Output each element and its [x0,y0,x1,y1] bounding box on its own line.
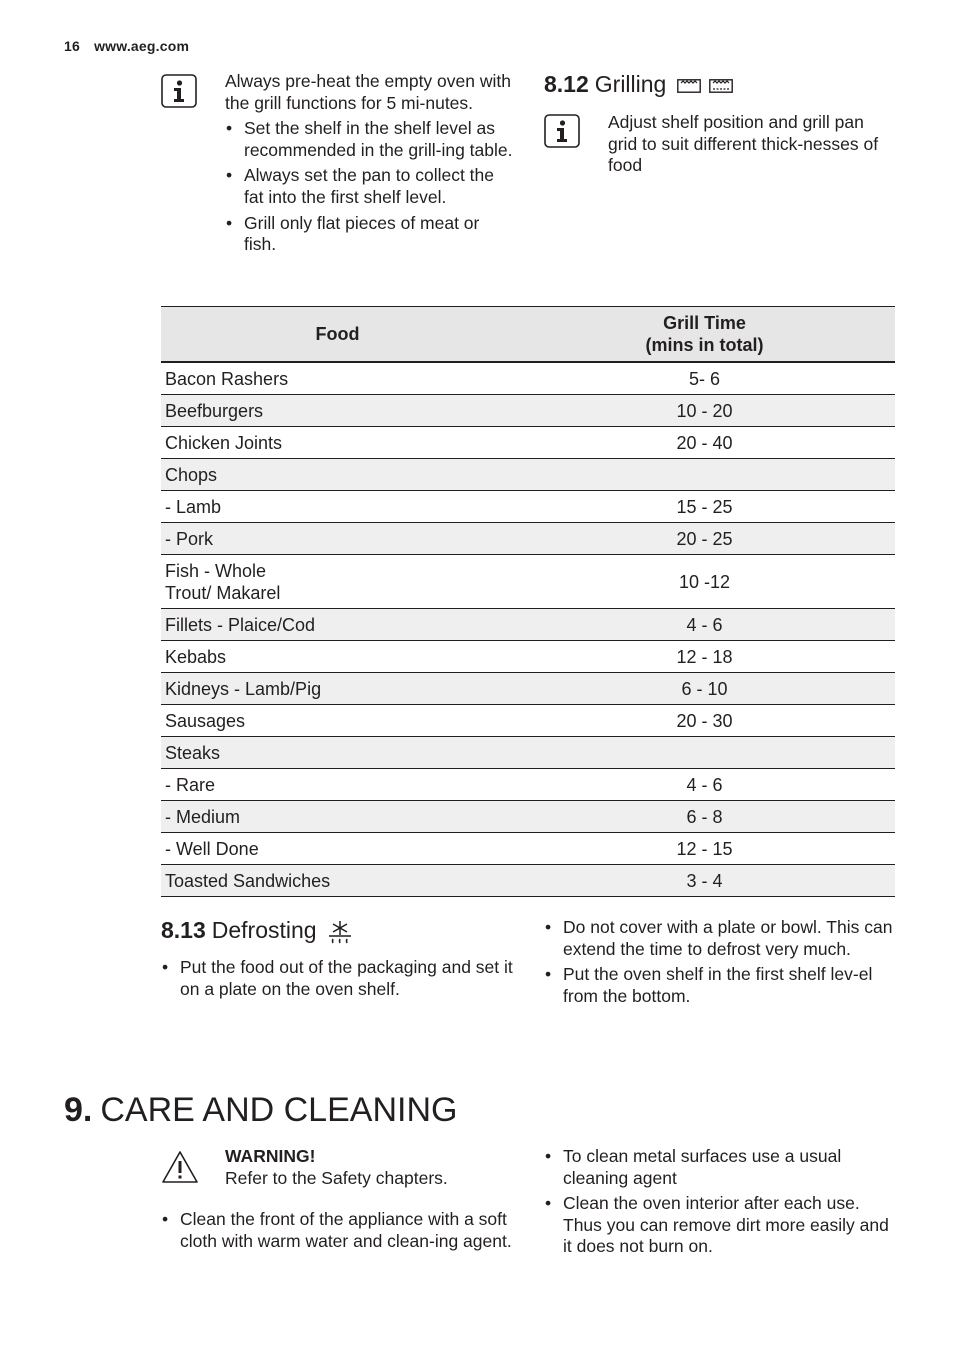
food-cell: Sausages [161,705,514,737]
time-cell: 20 - 25 [514,523,895,555]
grilling-table [161,306,895,897]
time-cell [514,737,895,769]
table-row [161,801,895,833]
care-left [161,1209,516,1256]
warning-triangle-icon [161,1150,199,1189]
grilling-heading [544,70,733,98]
column-header-food: Food [161,307,514,363]
time-cell: 6 - 10 [514,673,895,705]
food-line: Trout/ Makarel [165,582,281,603]
chapter-heading [64,1088,457,1132]
preheat-bullets [225,118,515,256]
food-line: Fish - Whole [165,560,267,581]
table-row [161,427,895,459]
food-cell: - Lamb [161,491,514,523]
chapter-number: 9. [64,1091,93,1129]
warning-title: WARNING! [225,1146,316,1166]
table-row [161,555,895,609]
section-title: Grilling [594,71,667,97]
table-row [161,673,895,705]
column-header-line: (mins in total) [645,335,764,355]
defrosting-right-bullets [544,917,899,1007]
food-cell: - Medium [161,801,514,833]
table-row [161,705,895,737]
section-number: 8.12 [544,71,589,97]
table-row [161,395,895,427]
table-row [161,737,895,769]
time-cell: 5- 6 [514,362,895,395]
care-right [544,1146,899,1262]
site-url[interactable]: www.aeg.com [94,38,190,54]
warning-text: Refer to the Safety chapters. [225,1167,448,1188]
table-row [161,865,895,897]
info-icon [544,114,580,148]
warning-block [225,1146,515,1189]
food-cell: Kidneys - Lamb/Pig [161,673,514,705]
page-header [64,38,189,54]
preheat-note [225,71,515,260]
time-cell [514,459,895,491]
food-cell: Chops [161,459,514,491]
defrosting-left [161,957,516,1004]
chapter-title: CARE AND CLEANING [100,1091,458,1129]
fast-grill-icon [709,79,733,93]
table-row [161,833,895,865]
food-cell: Steaks [161,737,514,769]
list-item: • Put the food out of the packaging and set it on a plate on the oven shelf. [161,957,516,1000]
time-cell: 12 - 18 [514,641,895,673]
table-row [161,609,895,641]
grill-icon [677,79,701,93]
food-cell [161,555,514,609]
food-cell: - Pork [161,523,514,555]
care-left-bullets [161,1209,516,1252]
food-cell: Beefburgers [161,395,514,427]
table-row [161,362,895,395]
time-cell: 10 - 20 [514,395,895,427]
info-icon [161,74,197,108]
care-right-bullets [544,1146,899,1258]
food-cell: Chicken Joints [161,427,514,459]
time-cell: 15 - 25 [514,491,895,523]
defrost-icon [327,920,353,944]
section-title: Defrosting [211,917,317,943]
time-cell: 10 -12 [514,555,895,609]
defrosting-heading [161,916,353,944]
time-cell: 4 - 6 [514,609,895,641]
list-item: • Set the shelf in the shelf level as recommended in the grill-ing table. [225,118,515,161]
list-item: • Clean the oven interior after each use. Thus you can remove dirt more easily and it does not burn on. [544,1193,899,1258]
preheat-intro: Always pre-heat the empty oven with the grill functions for 5 mi-nutes. [225,71,511,113]
food-cell: Bacon Rashers [161,362,514,395]
grilling-note: Adjust shelf position and grill pan grid to suit different thick-nesses of food [608,112,879,176]
list-item: • Always set the pan to collect the fat into the first shelf level. [225,165,515,208]
list-item: • Do not cover with a plate or bowl. This can extend the time to defrost very much. [544,917,899,960]
time-cell: 4 - 6 [514,769,895,801]
column-header-grill-time [514,307,895,363]
defrosting-right [544,917,899,1011]
table-row [161,641,895,673]
food-cell: Toasted Sandwiches [161,865,514,897]
table-header-row [161,307,895,363]
food-cell: - Well Done [161,833,514,865]
list-item: • To clean metal surfaces use a usual cleaning agent [544,1146,899,1189]
food-cell: - Rare [161,769,514,801]
list-item: • Grill only flat pieces of meat or fish. [225,213,515,256]
time-cell: 6 - 8 [514,801,895,833]
food-cell: Kebabs [161,641,514,673]
page-number: 16 [64,38,80,54]
time-cell: 3 - 4 [514,865,895,897]
time-cell: 20 - 30 [514,705,895,737]
table-row [161,459,895,491]
list-item: • Clean the front of the appliance with a soft cloth with warm water and clean-ing agent. [161,1209,516,1252]
table-row [161,523,895,555]
food-cell: Fillets - Plaice/Cod [161,609,514,641]
list-item: • Put the oven shelf in the first shelf lev-el from the bottom. [544,964,899,1007]
section-number: 8.13 [161,917,206,943]
table-row [161,769,895,801]
table-row [161,491,895,523]
time-cell: 20 - 40 [514,427,895,459]
column-header-line: Grill Time [663,313,746,333]
time-cell: 12 - 15 [514,833,895,865]
defrosting-left-bullets [161,957,516,1000]
